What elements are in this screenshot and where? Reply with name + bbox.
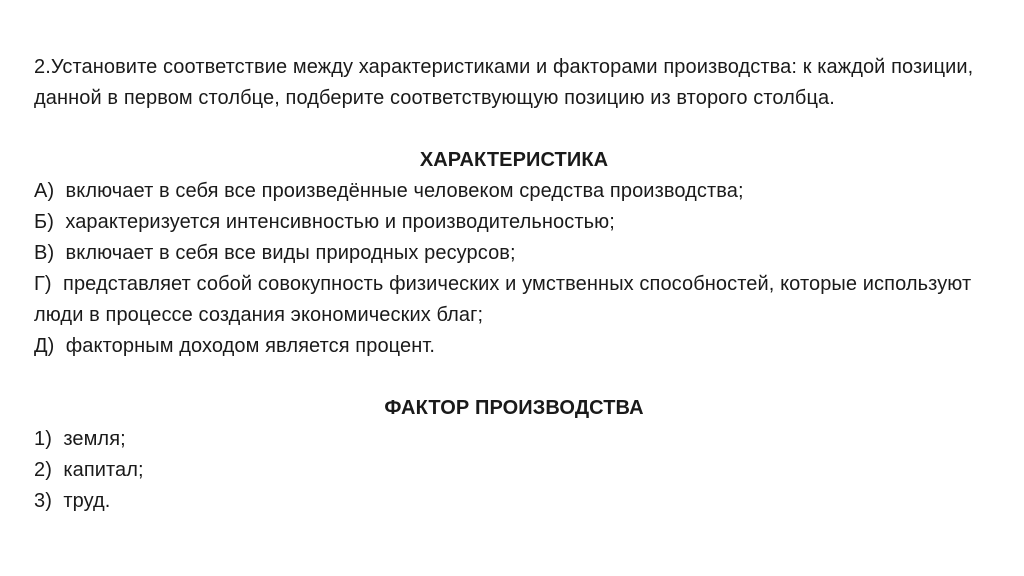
item-text: представляет собой совокупность физических и умственных способностей, которые используют люди в процессе создания экономических благ; bbox=[34, 273, 972, 326]
item-text: капитал; bbox=[63, 459, 144, 481]
slide-content bbox=[34, 52, 994, 517]
item-text: включает в себя все виды природных ресурсов; bbox=[65, 242, 516, 264]
item-label: Г) bbox=[34, 273, 52, 295]
item-label: Д) bbox=[34, 335, 55, 357]
factors-heading: ФАКТОР ПРОИЗВОДСТВА bbox=[384, 397, 644, 419]
task-text: 2.Установите соответствие между характеристиками и факторами производства: к каждой позиции, данной в первом столбце, подберите соответствующую позицию из второго столбца. bbox=[34, 56, 974, 109]
item-label: 1) bbox=[34, 428, 52, 450]
characteristic-item-d bbox=[34, 331, 994, 362]
item-text: земля; bbox=[63, 428, 126, 450]
item-label: А) bbox=[34, 180, 55, 202]
factor-item-1 bbox=[34, 424, 994, 455]
characteristic-item-b bbox=[34, 207, 994, 238]
factor-item-3 bbox=[34, 486, 994, 517]
item-text: труд. bbox=[63, 490, 111, 512]
item-label: В) bbox=[34, 242, 55, 264]
item-text: включает в себя все произведённые человеком средства производства; bbox=[65, 180, 744, 202]
item-label: 3) bbox=[34, 490, 52, 512]
item-text: факторным доходом является процент. bbox=[65, 335, 436, 357]
characteristic-item-v bbox=[34, 238, 994, 269]
item-label: Б) bbox=[34, 211, 54, 233]
factor-item-2 bbox=[34, 455, 994, 486]
factors-list bbox=[34, 424, 994, 517]
characteristics-heading: ХАРАКТЕРИСТИКА bbox=[419, 149, 609, 171]
item-text: характеризуется интенсивностью и производительностью; bbox=[65, 211, 615, 233]
characteristic-item-g bbox=[34, 269, 994, 331]
task-statement bbox=[34, 52, 994, 114]
characteristics-list bbox=[34, 176, 994, 362]
characteristic-item-a bbox=[34, 176, 994, 207]
item-label: 2) bbox=[34, 459, 52, 481]
